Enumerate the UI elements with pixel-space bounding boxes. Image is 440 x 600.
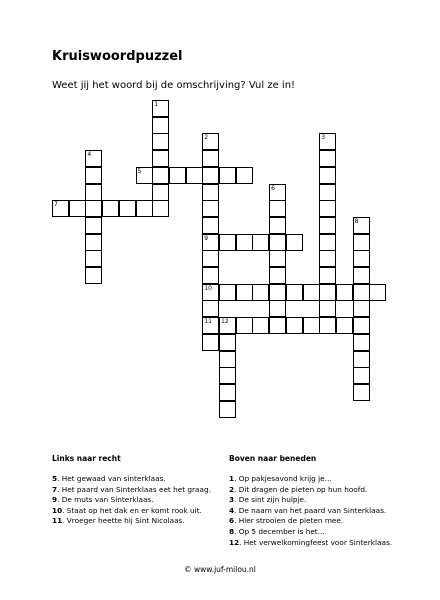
crossword-cell[interactable] <box>85 250 102 267</box>
clue-item-number: 11 <box>52 516 63 526</box>
crossword-cell[interactable] <box>85 200 102 217</box>
clue-item-text: . De muts van Sinterklaas. <box>57 495 154 505</box>
crossword-cell[interactable] <box>236 317 253 334</box>
crossword-cell[interactable] <box>202 300 219 317</box>
crossword-cell[interactable] <box>369 284 386 301</box>
crossword-cell[interactable] <box>269 200 286 217</box>
crossword-cell[interactable] <box>353 317 370 334</box>
down-heading: Boven naar beneden <box>229 454 317 463</box>
crossword-cell[interactable] <box>269 217 286 234</box>
crossword-cell[interactable] <box>202 133 219 150</box>
crossword-cell[interactable] <box>336 317 353 334</box>
crossword-cell[interactable] <box>202 334 219 351</box>
clue-number: 7 <box>54 201 58 209</box>
crossword-cell[interactable] <box>319 217 336 234</box>
crossword-cell[interactable] <box>269 317 286 334</box>
crossword-cell[interactable] <box>353 284 370 301</box>
crossword-cell[interactable] <box>353 334 370 351</box>
crossword-cell[interactable] <box>219 334 236 351</box>
crossword-cell[interactable] <box>319 284 336 301</box>
clue-item-text: . Op pakjesavond krijg je… <box>234 474 332 483</box>
crossword-cell[interactable] <box>152 100 169 117</box>
clue-item <box>229 474 392 485</box>
crossword-cell[interactable] <box>102 200 119 217</box>
crossword-cell[interactable] <box>303 317 320 334</box>
crossword-cell[interactable] <box>202 267 219 284</box>
crossword-cell[interactable] <box>202 234 219 251</box>
crossword-cell[interactable] <box>319 133 336 150</box>
crossword-cell[interactable] <box>353 300 370 317</box>
clue-item <box>229 538 392 549</box>
clue-number: 2 <box>204 134 209 142</box>
instructions: Weet jij het woord bij de omschrijving? Vul ze in! <box>52 80 296 91</box>
crossword-cell[interactable] <box>252 284 269 301</box>
crossword-cell[interactable] <box>319 250 336 267</box>
crossword-cell[interactable] <box>286 284 303 301</box>
clue-item-number: 1 <box>229 474 235 483</box>
clue-item-text: . Op 5 december is het… <box>234 526 325 536</box>
crossword-cell[interactable] <box>319 200 336 217</box>
crossword-cell[interactable] <box>152 167 169 184</box>
crossword-cell[interactable] <box>85 150 102 167</box>
clue-item <box>52 516 211 527</box>
clue-item <box>229 485 392 496</box>
crossword-cell[interactable] <box>353 250 370 267</box>
crossword-cell[interactable] <box>85 184 102 201</box>
clue-item <box>229 527 392 538</box>
clue-item-number: 5 <box>52 474 58 483</box>
crossword-cell[interactable] <box>353 367 370 384</box>
clue-item-text: . Het gewaad van sinterklaas. <box>57 474 166 483</box>
crossword-cell[interactable] <box>303 284 320 301</box>
crossword-cell[interactable] <box>236 167 253 184</box>
crossword-cell[interactable] <box>353 384 370 401</box>
crossword-cell[interactable] <box>286 234 303 251</box>
crossword-cell[interactable] <box>269 267 286 284</box>
clue-item-text: . Hier strooien de pieten mee. <box>234 516 344 526</box>
clue-number: 11 <box>204 318 212 326</box>
clue-item-number: 8 <box>229 526 235 536</box>
clue-item <box>229 495 392 506</box>
across-heading: Links naar recht <box>52 454 121 463</box>
crossword-cell[interactable] <box>319 167 336 184</box>
clue-item-number: 12 <box>229 537 240 547</box>
crossword-cell[interactable] <box>353 267 370 284</box>
crossword-cell[interactable] <box>219 367 236 384</box>
crossword-cell[interactable] <box>319 150 336 167</box>
crossword-cell[interactable] <box>202 250 219 267</box>
clue-number: 12 <box>221 318 229 326</box>
crossword-cell[interactable] <box>52 200 69 217</box>
clue-item <box>52 506 211 517</box>
crossword-cell[interactable] <box>202 184 219 201</box>
crossword-cell[interactable] <box>202 217 219 234</box>
crossword-cell[interactable] <box>202 200 219 217</box>
clue-item-text: . De sint zijn hulpje. <box>234 495 307 505</box>
clue-item-text: . Het paard van Sinterklaas eet het graag. <box>57 484 211 494</box>
crossword-cell[interactable] <box>219 284 236 301</box>
clue-item-text: . De naam van het paard van Sinterklaas. <box>234 505 387 515</box>
crossword-cell[interactable] <box>152 150 169 167</box>
clue-item-number: 7 <box>52 484 58 494</box>
clue-item <box>229 516 392 527</box>
clue-number: 9 <box>204 234 209 242</box>
crossword-cell[interactable] <box>169 167 186 184</box>
crossword-cell[interactable] <box>286 317 303 334</box>
clue-item-number: 4 <box>229 505 235 515</box>
crossword-cell[interactable] <box>353 234 370 251</box>
crossword-cell[interactable] <box>236 284 253 301</box>
crossword-cell[interactable] <box>219 384 236 401</box>
crossword-cell[interactable] <box>269 284 286 301</box>
crossword-cell[interactable] <box>219 317 236 334</box>
across-clue-list <box>52 474 211 527</box>
clue-item <box>229 506 392 517</box>
clue-item-number: 10 <box>52 505 63 515</box>
crossword-cell[interactable] <box>202 167 219 184</box>
clue-item-text: . Vroeger heette hij Sint Nicolaas. <box>62 516 185 526</box>
clue-item-text: . Het verwelkomingfeest voor Sinterklaas. <box>239 537 393 547</box>
crossword-cell[interactable] <box>252 234 269 251</box>
crossword-cell[interactable] <box>152 184 169 201</box>
crossword-cell[interactable] <box>202 284 219 301</box>
crossword-cell[interactable] <box>136 200 153 217</box>
crossword-cell[interactable] <box>319 300 336 317</box>
crossword-cell[interactable] <box>219 401 236 418</box>
clue-number: 8 <box>354 217 359 225</box>
clue-item-number: 2 <box>229 484 235 494</box>
crossword-cell[interactable] <box>85 217 102 234</box>
clue-item <box>52 474 211 485</box>
clue-number: 6 <box>271 184 275 192</box>
clue-item-number: 3 <box>229 495 235 505</box>
crossword-cell[interactable] <box>202 150 219 167</box>
copyright-footer: © www.juf-milou.nl <box>184 565 256 574</box>
crossword-cell[interactable] <box>152 117 169 134</box>
crossword-cell[interactable] <box>119 200 136 217</box>
crossword-cell[interactable] <box>353 351 370 368</box>
clue-item-text: . Staat op het dak en er komt rook uit. <box>62 505 202 515</box>
crossword-cell[interactable] <box>319 234 336 251</box>
clue-item-number: 9 <box>52 495 58 505</box>
clue-number: 5 <box>137 167 142 175</box>
crossword-cell[interactable] <box>236 234 253 251</box>
clue-item-text: . Dit dragen de pieten op hun hoofd. <box>234 484 368 494</box>
crossword-cell[interactable] <box>85 267 102 284</box>
crossword-cell[interactable] <box>152 133 169 150</box>
crossword-cell[interactable] <box>202 317 219 334</box>
clue-number: 3 <box>321 134 326 142</box>
crossword-cell[interactable] <box>269 250 286 267</box>
crossword-cell[interactable] <box>152 200 169 217</box>
crossword-cell[interactable] <box>269 184 286 201</box>
crossword-cell[interactable] <box>219 167 236 184</box>
crossword-cell[interactable] <box>252 317 269 334</box>
page-title: Kruiswoordpuzzel <box>52 49 183 64</box>
crossword-cell[interactable] <box>219 234 236 251</box>
clue-number: 1 <box>154 101 159 108</box>
crossword-cell[interactable] <box>269 300 286 317</box>
crossword-cell[interactable] <box>186 167 203 184</box>
crossword-cell[interactable] <box>319 184 336 201</box>
crossword-cell[interactable] <box>319 317 336 334</box>
clue-item-number: 6 <box>229 516 235 526</box>
crossword-cell[interactable] <box>69 200 86 217</box>
crossword-cell[interactable] <box>319 267 336 284</box>
crossword-cell[interactable] <box>219 351 236 368</box>
crossword-cell[interactable] <box>353 217 370 234</box>
crossword-cell[interactable] <box>269 234 286 251</box>
crossword-cell[interactable] <box>85 167 102 184</box>
crossword-cell[interactable] <box>136 167 153 184</box>
down-clue-list <box>229 474 392 548</box>
crossword-cell[interactable] <box>336 284 353 301</box>
clue-number: 10 <box>204 284 212 292</box>
crossword-cell[interactable] <box>85 234 102 251</box>
clue-item <box>52 495 211 506</box>
clue-number: 4 <box>87 151 92 159</box>
clue-item <box>52 485 211 496</box>
